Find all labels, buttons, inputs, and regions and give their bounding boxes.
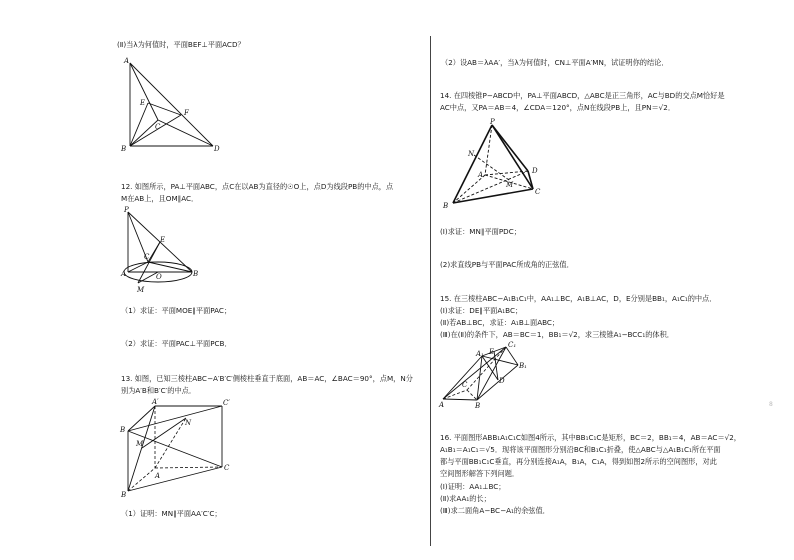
fig13-label-A: A (155, 472, 161, 480)
fig15-label-B1: B₁ (519, 362, 527, 370)
q14-part1: (I)求证：MN∥平面PDC； (440, 227, 521, 236)
fig15-label-D: D (499, 377, 505, 385)
page-number: 8 (769, 401, 773, 408)
fig11-label-B: B (121, 145, 127, 153)
fig11-label-D: D (214, 145, 220, 153)
q12-stem-line2: M在AB上，且OM∥AC． (121, 194, 199, 203)
q16-part1: (Ⅰ)证明：AA₁⊥BC； (440, 482, 506, 491)
fig13-label-C-prime: C′ (223, 399, 230, 407)
q16-stem-line2: A₁B₁＝A₁C₁＝√5．现将该平面图形分别沿BC和B₁C₁折叠，使△ABC与△A₁B₁C₁所在平面 (440, 445, 721, 454)
fig15-label-C: C (462, 381, 468, 389)
q16-stem-line1: 16. 平面图形ABB₁A₁C₁C如图4所示，其中BB₁C₁C是矩形，BC＝2，BB₁＝4，AB＝AC＝√2， (440, 433, 741, 442)
fig13-label-B-bottom: B (121, 491, 127, 499)
fig15-label-A: A (439, 401, 445, 409)
q13-stem-line1: 13. 如图，已知三棱柱ABC−A′B′C′侧棱柱垂直于底面，AB＝AC，∠BAC＝90°，点M，N分 (121, 374, 413, 383)
q11-part2: (Ⅱ)当λ为何值时，平面BEF⊥平面ACD？ (117, 40, 245, 49)
q15-part2: (Ⅱ)若AB⊥BC，求证：A₁B⊥面ABC； (440, 318, 560, 327)
fig14-label-P: P (490, 118, 495, 126)
q16-stem-line3: 都与平面BB₁C₁C垂直，再分别连接A₁A，B₁A，C₁A，得到如图2所示的空间图形，对此 (440, 457, 717, 466)
column-divider (430, 36, 431, 546)
q16-part2: (Ⅱ)求AA₁的长； (440, 494, 491, 503)
q12-part1: （1）求证：平面MOE∥平面PAC； (121, 306, 232, 315)
fig11-label-F: F (184, 109, 189, 117)
q13-part1: （1）证明：MN∥平面AA′C′C； (121, 509, 222, 518)
fig11-label-A: A (124, 57, 130, 65)
q15-part3: (Ⅲ)在(Ⅱ)的条件下，AB＝BC＝1，BB₁＝√2，求三棱锥A₁−BCC₁的体积． (440, 330, 674, 339)
fig12-label-B: B (193, 270, 199, 278)
fig15-label-C1: C₁ (508, 341, 517, 349)
fig14-label-M: M (506, 181, 514, 189)
fig15-label-B: B (475, 402, 481, 410)
fig11-label-E: E (140, 99, 146, 107)
fig14-label-A: A (478, 171, 484, 179)
fig12-label-P: P (124, 206, 129, 214)
q16-part3: (Ⅲ)求二面角A−BC−A₁的余弦值． (440, 506, 550, 515)
q16-stem-line4: 空间图形解答下列问题． (440, 469, 520, 478)
fig14-label-B: B (443, 202, 449, 210)
fig13-label-A-prime: A′ (152, 398, 159, 406)
fig13-label-M: M (136, 440, 144, 448)
fig12-label-A: A (121, 270, 127, 278)
q13-part2: （2）设AB＝λAA′，当λ为何值时，CN⊥平面A′MN，试证明你的结论． (441, 58, 669, 67)
fig13-label-N: N (185, 419, 192, 427)
fig12-label-C: C (144, 253, 150, 261)
fig12-label-O: O (156, 273, 162, 281)
fig13-label-C: C (224, 464, 230, 472)
q14-stem-line2: AC中点，又PA＝AB＝4，∠CDA＝120°，点N在线段PB上，且PN＝√2． (440, 103, 676, 112)
fig12-label-M: M (137, 286, 145, 294)
fig15-label-A1: A₁ (476, 350, 484, 358)
figure-q13 (115, 398, 240, 502)
q15-stem: 15. 在三棱柱ABC−A₁B₁C₁中，AA₁⊥BC，A₁B⊥AC，D，E分别是BB₁，A₁C₁的中点． (440, 294, 717, 303)
fig12-label-E: E (160, 236, 166, 244)
q13-stem-line2: 别为A′B和B′C′的中点． (121, 386, 197, 395)
figure-q14 (438, 117, 548, 212)
fig14-label-C: C (535, 188, 541, 196)
fig11-label-C: C (155, 123, 161, 131)
figure-q15 (436, 341, 528, 411)
q12-part2: （2）求证：平面PAC⊥平面PCB． (121, 339, 232, 348)
q12-stem-line1: 12. 如图所示，PA⊥平面ABC，点C在以AB为直径的☉O上，点D为线段PB的中点，点 (121, 182, 394, 191)
fig15-label-E: E (489, 348, 495, 356)
fig13-label-B-top: B (120, 426, 126, 434)
figure-q12 (118, 206, 208, 294)
q14-part2: (2)求直线PB与平面PAC所成角的正弦值． (440, 260, 574, 269)
q14-stem-line1: 14. 在四棱锥P−ABCD中，PA⊥平面ABCD，△ABC是正三角形，AC与BD的交点M恰好是 (440, 91, 725, 100)
fig14-label-N: N (468, 150, 475, 158)
q15-part1: (Ⅰ)求证：DE∥平面A₁BC； (440, 306, 523, 315)
figure-q11 (115, 55, 225, 155)
fig14-label-D: D (532, 167, 538, 175)
